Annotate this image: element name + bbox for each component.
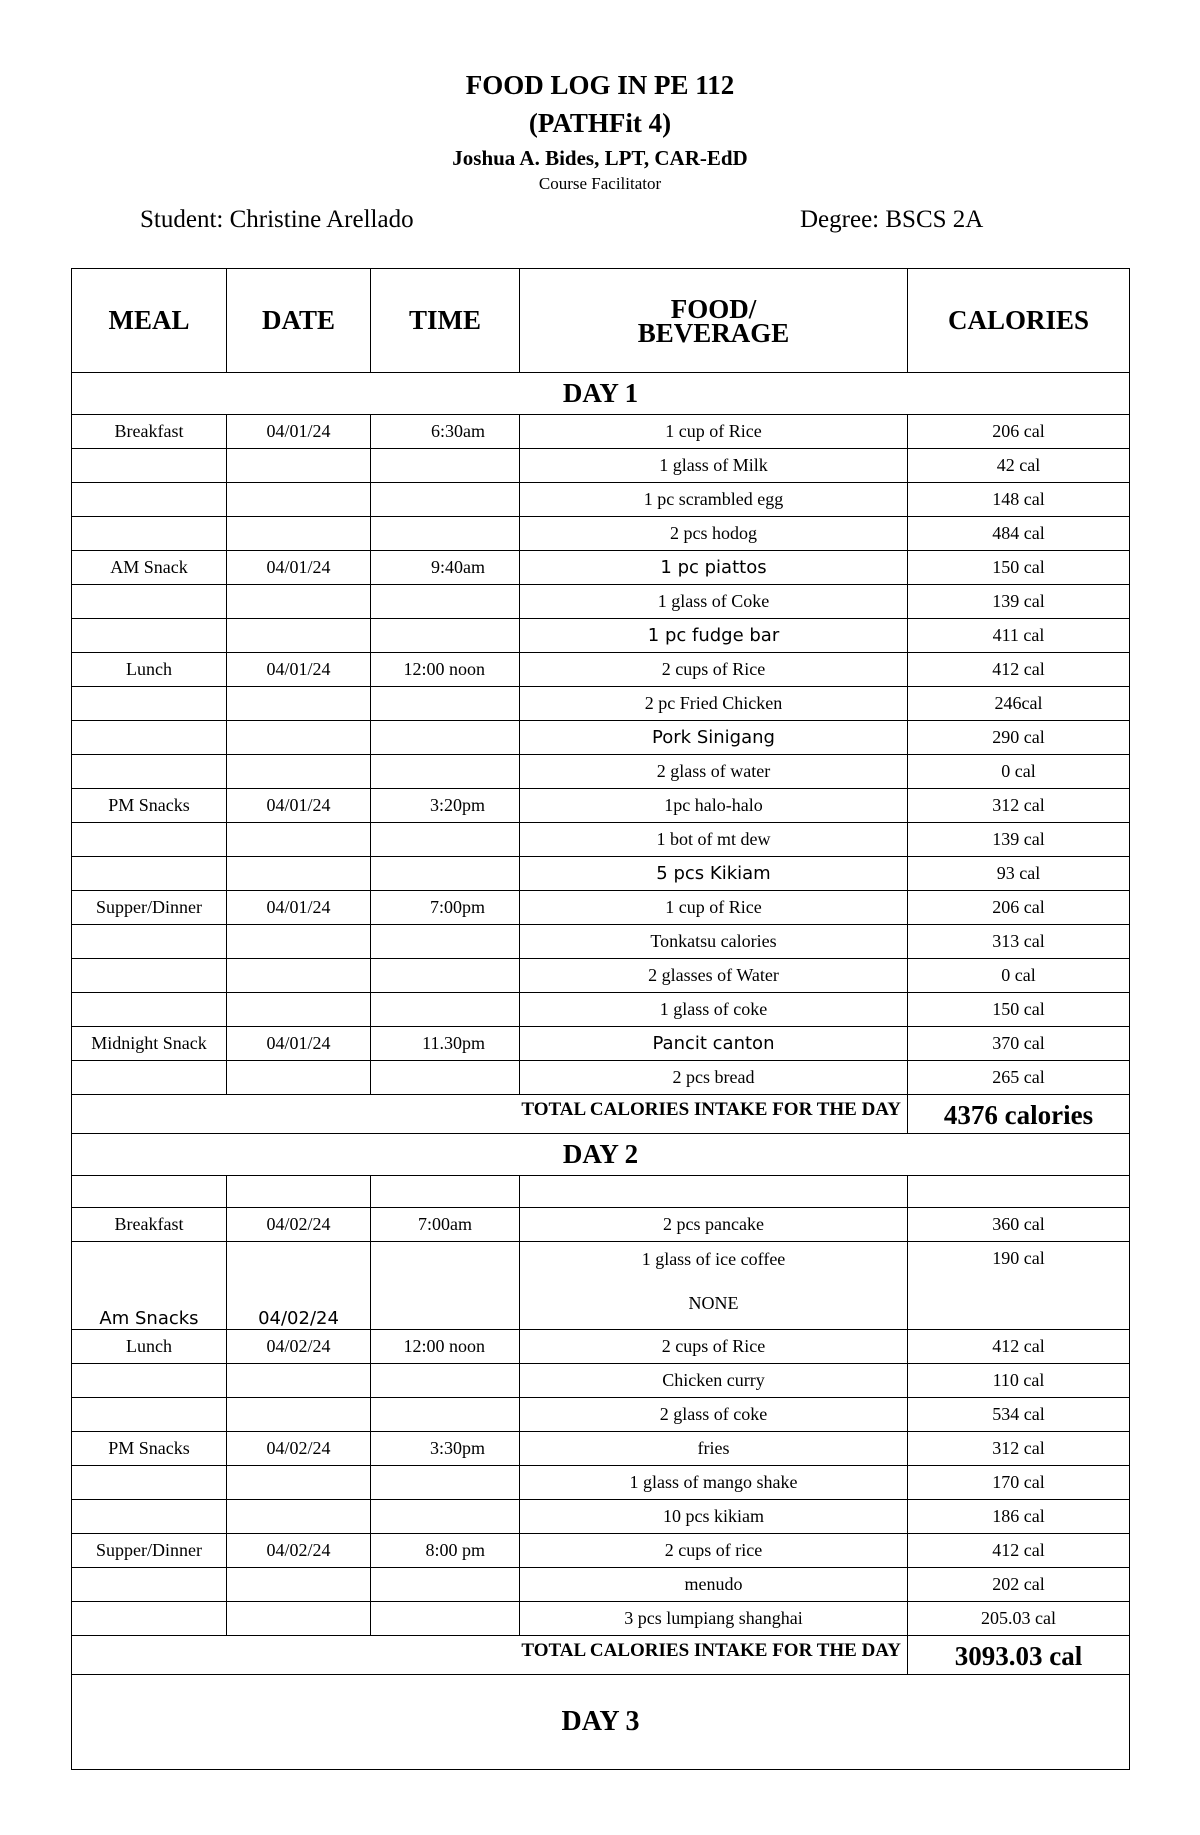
col-meal: MEAL	[72, 269, 227, 373]
time-cell: 7:00am	[371, 1208, 520, 1242]
time-cell: 8:00 pm	[371, 1534, 520, 1568]
food-cell: Tonkatsu calories	[520, 925, 908, 959]
date-cell	[227, 857, 371, 891]
meal-cell	[72, 1398, 227, 1432]
day2-total-row	[72, 1636, 1130, 1675]
meal-cell	[72, 687, 227, 721]
calories-cell: 148 cal	[908, 483, 1130, 517]
table-row	[72, 1364, 1130, 1398]
food-line: 1 glass of ice coffee	[641, 1249, 786, 1269]
table-header-row	[72, 269, 1130, 373]
calories-cell: 246cal	[908, 687, 1130, 721]
date-cell: 04/01/24	[227, 551, 371, 585]
time-cell	[371, 1398, 520, 1432]
total-value: 3093.03 cal	[908, 1636, 1130, 1675]
time-cell	[371, 959, 520, 993]
calories-cell: 205.03 cal	[908, 1602, 1130, 1636]
facilitator-role: Course Facilitator	[538, 174, 662, 193]
date-cell: 04/01/24	[227, 415, 371, 449]
time-cell: 6:30am	[371, 415, 520, 449]
day1-header	[72, 373, 1130, 415]
col-date: DATE	[227, 269, 371, 373]
calories-cell: 290 cal	[908, 721, 1130, 755]
time-cell	[371, 993, 520, 1027]
total-label: TOTAL CALORIES INTAKE FOR THE DAY	[72, 1095, 908, 1134]
meal-cell	[72, 619, 227, 653]
food-cell	[520, 1242, 908, 1330]
meal-cell	[72, 993, 227, 1027]
table-row	[72, 1602, 1130, 1636]
meal-cell	[72, 721, 227, 755]
meal-cell: Breakfast	[72, 415, 227, 449]
table-row	[72, 415, 1130, 449]
meal-cell	[72, 449, 227, 483]
day3-label: DAY 3	[72, 1675, 1130, 1770]
date-cell: 04/02/24	[227, 1432, 371, 1466]
meal-cell	[72, 1364, 227, 1398]
total-label: TOTAL CALORIES INTAKE FOR THE DAY	[72, 1636, 908, 1675]
calories-cell: 206 cal	[908, 891, 1130, 925]
date-cell: 04/02/24	[227, 1242, 371, 1330]
time-cell	[371, 483, 520, 517]
day1-label: DAY 1	[72, 373, 1130, 415]
empty-cell	[520, 1176, 908, 1208]
time-cell	[371, 449, 520, 483]
table-row	[72, 551, 1130, 585]
time-cell	[371, 1061, 520, 1095]
time-cell: 9:40am	[371, 551, 520, 585]
date-cell: 04/01/24	[227, 1027, 371, 1061]
calories-cell: 360 cal	[908, 1208, 1130, 1242]
food-cell: 5 pcs Kikiam	[520, 857, 908, 891]
calories-cell: 139 cal	[908, 823, 1130, 857]
time-cell	[371, 1602, 520, 1636]
table-row	[72, 1534, 1130, 1568]
table-row	[72, 925, 1130, 959]
food-cell: 1pc halo-halo	[520, 789, 908, 823]
meal-cell	[72, 585, 227, 619]
table-row	[72, 619, 1130, 653]
date-cell	[227, 1602, 371, 1636]
table-row	[72, 1242, 1130, 1330]
meal-cell	[72, 517, 227, 551]
table-row	[72, 959, 1130, 993]
food-cell: 2 glasses of Water	[520, 959, 908, 993]
food-cell: Pork Sinigang	[520, 721, 908, 755]
calories-cell: 42 cal	[908, 449, 1130, 483]
table-row	[72, 1330, 1130, 1364]
time-cell	[371, 1466, 520, 1500]
date-cell	[227, 1568, 371, 1602]
food-cell: Chicken curry	[520, 1364, 908, 1398]
date-cell: 04/02/24	[227, 1330, 371, 1364]
date-cell: 04/01/24	[227, 891, 371, 925]
calories-cell: 186 cal	[908, 1500, 1130, 1534]
food-cell: 2 pc Fried Chicken	[520, 687, 908, 721]
table-row	[72, 653, 1130, 687]
meal-cell: Breakfast	[72, 1208, 227, 1242]
meal-cell: Supper/Dinner	[72, 891, 227, 925]
calories-cell: 312 cal	[908, 1432, 1130, 1466]
food-cell: 2 glass of coke	[520, 1398, 908, 1432]
calories-cell: 534 cal	[908, 1398, 1130, 1432]
table-row	[72, 823, 1130, 857]
col-food-line2: BEVERAGE	[637, 317, 790, 348]
food-cell: 2 pcs pancake	[520, 1208, 908, 1242]
time-cell	[371, 925, 520, 959]
date-cell	[227, 1398, 371, 1432]
meal-cell	[72, 857, 227, 891]
calories-cell: 313 cal	[908, 925, 1130, 959]
food-cell: 2 pcs bread	[520, 1061, 908, 1095]
meal-cell: Lunch	[72, 1330, 227, 1364]
table-row	[72, 1500, 1130, 1534]
date-cell	[227, 449, 371, 483]
food-cell: 1 pc piattos	[520, 551, 908, 585]
col-food-line1: FOOD/	[670, 293, 757, 324]
calories-cell: 93 cal	[908, 857, 1130, 891]
time-cell	[371, 857, 520, 891]
meal-cell	[72, 823, 227, 857]
table-row	[72, 857, 1130, 891]
calories-cell: 190 cal	[908, 1242, 1130, 1330]
time-cell: 3:30pm	[371, 1432, 520, 1466]
col-calories: CALORIES	[908, 269, 1130, 373]
time-cell: 11.30pm	[371, 1027, 520, 1061]
meal-cell: PM Snacks	[72, 1432, 227, 1466]
table-row	[72, 755, 1130, 789]
date-cell	[227, 483, 371, 517]
time-cell: 7:00pm	[371, 891, 520, 925]
table-row	[72, 789, 1130, 823]
calories-cell: 412 cal	[908, 653, 1130, 687]
table-row	[72, 449, 1130, 483]
table-row	[72, 1466, 1130, 1500]
page-subtitle: (PATHFit 4)	[528, 108, 672, 138]
day1-total-row	[72, 1095, 1130, 1134]
meal-cell	[72, 1602, 227, 1636]
time-cell	[371, 517, 520, 551]
food-cell: 1 glass of Coke	[520, 585, 908, 619]
time-cell	[371, 823, 520, 857]
date-cell	[227, 993, 371, 1027]
calories-cell: 412 cal	[908, 1330, 1130, 1364]
calories-cell: 150 cal	[908, 993, 1130, 1027]
time-cell: 12:00 noon	[371, 653, 520, 687]
calories-cell: 139 cal	[908, 585, 1130, 619]
date-cell	[227, 1364, 371, 1398]
time-cell	[371, 755, 520, 789]
empty-cell	[371, 1176, 520, 1208]
meal-cell: Supper/Dinner	[72, 1534, 227, 1568]
calories-cell: 412 cal	[908, 1534, 1130, 1568]
calories-cell: 0 cal	[908, 755, 1130, 789]
calories-cell: 170 cal	[908, 1466, 1130, 1500]
food-cell: 1 glass of coke	[520, 993, 908, 1027]
food-cell: 1 glass of Milk	[520, 449, 908, 483]
date-cell: 04/02/24	[227, 1208, 371, 1242]
calories-cell: 206 cal	[908, 415, 1130, 449]
date-cell	[227, 585, 371, 619]
col-time: TIME	[371, 269, 520, 373]
food-cell: fries	[520, 1432, 908, 1466]
table-row	[72, 721, 1130, 755]
food-cell: 2 pcs hodog	[520, 517, 908, 551]
food-cell: 2 cups of Rice	[520, 653, 908, 687]
time-cell	[371, 1568, 520, 1602]
date-cell	[227, 517, 371, 551]
food-cell: 2 cups of rice	[520, 1534, 908, 1568]
time-cell	[371, 1242, 520, 1330]
date-cell	[227, 1500, 371, 1534]
time-cell	[371, 585, 520, 619]
total-value: 4376 calories	[908, 1095, 1130, 1134]
meal-cell	[72, 959, 227, 993]
date-cell	[227, 823, 371, 857]
meal-cell	[72, 925, 227, 959]
meal-cell	[72, 1061, 227, 1095]
date-cell	[227, 619, 371, 653]
date-cell	[227, 687, 371, 721]
date-cell	[227, 721, 371, 755]
meal-cell	[72, 1500, 227, 1534]
calories-cell: 411 cal	[908, 619, 1130, 653]
food-cell: 1 cup of Rice	[520, 415, 908, 449]
meal-cell: Midnight Snack	[72, 1027, 227, 1061]
calories-cell: 312 cal	[908, 789, 1130, 823]
day3-header	[72, 1675, 1130, 1770]
time-cell	[371, 619, 520, 653]
table-row	[72, 1398, 1130, 1432]
calories-cell: 370 cal	[908, 1027, 1130, 1061]
time-cell	[371, 1364, 520, 1398]
meal-cell	[72, 1568, 227, 1602]
meal-cell	[72, 1466, 227, 1500]
empty-cell	[227, 1176, 371, 1208]
date-cell: 04/01/24	[227, 789, 371, 823]
table-row	[72, 1061, 1130, 1095]
date-cell	[227, 925, 371, 959]
food-cell: 1 pc fudge bar	[520, 619, 908, 653]
date-cell	[227, 1466, 371, 1500]
date-cell	[227, 1061, 371, 1095]
calories-cell: 0 cal	[908, 959, 1130, 993]
food-cell: menudo	[520, 1568, 908, 1602]
food-cell: 1 glass of mango shake	[520, 1466, 908, 1500]
page-title: FOOD LOG IN PE 112	[465, 70, 735, 100]
day2-label: DAY 2	[72, 1134, 1130, 1176]
food-line: NONE	[688, 1293, 739, 1313]
time-cell	[371, 1500, 520, 1534]
meal-cell: Am Snacks	[72, 1242, 227, 1330]
calories-cell: 202 cal	[908, 1568, 1130, 1602]
calories-cell: 150 cal	[908, 551, 1130, 585]
food-cell: 10 pcs kikiam	[520, 1500, 908, 1534]
meal-cell	[72, 483, 227, 517]
food-cell: 3 pcs lumpiang shanghai	[520, 1602, 908, 1636]
table-row	[72, 891, 1130, 925]
food-cell: 1 cup of Rice	[520, 891, 908, 925]
table-row	[72, 1568, 1130, 1602]
calories-cell: 265 cal	[908, 1061, 1130, 1095]
food-cell: 2 glass of water	[520, 755, 908, 789]
table-row	[72, 517, 1130, 551]
student-degree: Degree: BSCS 2A	[800, 206, 984, 233]
calories-cell: 110 cal	[908, 1364, 1130, 1398]
time-cell: 12:00 noon	[371, 1330, 520, 1364]
facilitator-name: Joshua A. Bides, LPT, CAR-EdD	[452, 146, 748, 170]
date-cell: 04/01/24	[227, 653, 371, 687]
food-cell: 1 pc scrambled egg	[520, 483, 908, 517]
table-row	[72, 1027, 1130, 1061]
col-food	[520, 269, 908, 373]
student-name: Student: Christine Arellado	[140, 206, 414, 233]
date-cell: 04/02/24	[227, 1534, 371, 1568]
time-cell	[371, 721, 520, 755]
food-cell: Pancit canton	[520, 1027, 908, 1061]
calories-cell: 484 cal	[908, 517, 1130, 551]
table-row	[72, 687, 1130, 721]
table-row	[72, 585, 1130, 619]
blank-row	[72, 1176, 1130, 1208]
meal-cell: Lunch	[72, 653, 227, 687]
food-cell: 2 cups of Rice	[520, 1330, 908, 1364]
table-row	[72, 993, 1130, 1027]
empty-cell	[72, 1176, 227, 1208]
day2-header	[72, 1134, 1130, 1176]
table-row	[72, 483, 1130, 517]
food-log-table	[71, 268, 1130, 1770]
empty-cell	[908, 1176, 1130, 1208]
meal-cell: PM Snacks	[72, 789, 227, 823]
table-row	[72, 1208, 1130, 1242]
date-cell	[227, 755, 371, 789]
meal-cell: AM Snack	[72, 551, 227, 585]
meal-cell	[72, 755, 227, 789]
date-cell	[227, 959, 371, 993]
table-row	[72, 1432, 1130, 1466]
time-cell	[371, 687, 520, 721]
food-cell: 1 bot of mt dew	[520, 823, 908, 857]
time-cell: 3:20pm	[371, 789, 520, 823]
